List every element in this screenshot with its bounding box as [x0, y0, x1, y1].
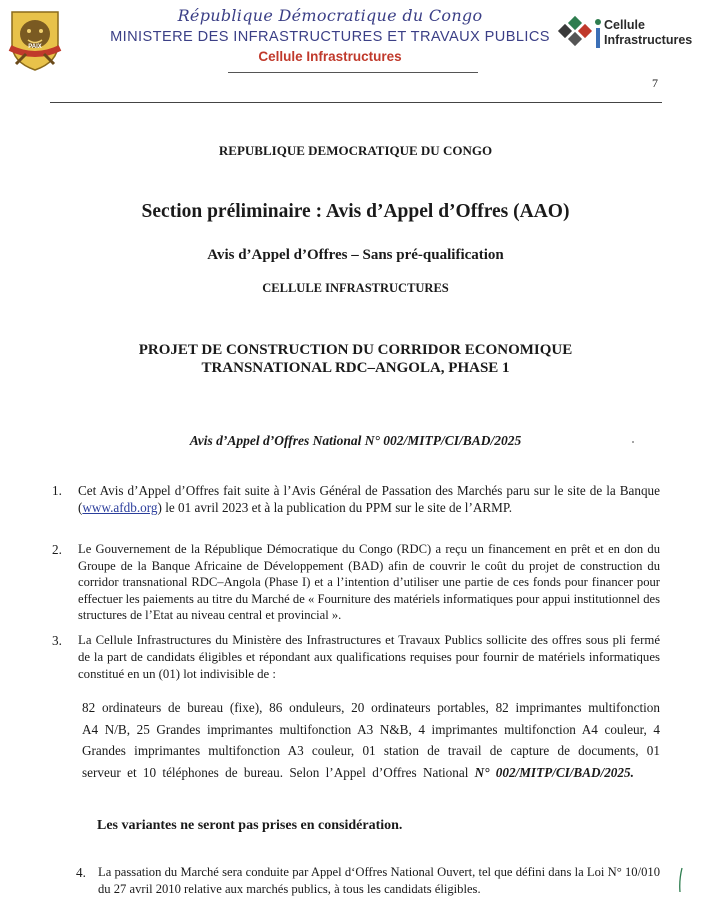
- project-title-line-2: TRANSNATIONAL RDC–ANGOLA, PHASE 1: [201, 360, 510, 376]
- letterhead-divider: [228, 72, 478, 73]
- project-title-line-1: PROJET DE CONSTRUCTION DU CORRIDOR ECONOMIQUE: [138, 342, 573, 358]
- logo-line-1: Cellule: [604, 18, 645, 32]
- emblem-motto: PAIX: [28, 44, 42, 50]
- section-subtitle: Avis d’Appel d’Offres – Sans pré-qualification: [207, 247, 504, 263]
- notice-reference: Avis d’Appel d’Offres National N° 002/MITP/CI/BAD/2025: [189, 433, 522, 448]
- paragraph-3: La Cellule Infrastructures du Ministère des Infrastructures et Travaux Publics sollicite des offres sous pli fermé de la part de candidats éligibles et répondant aux qualifications requises pour fournir de matériels informatiques constitué en un (01) lot indivisible de :: [78, 633, 660, 681]
- equipment-list: [82, 697, 660, 783]
- country-heading: REPUBLIQUE DEMOCRATIQUE DU CONGO: [218, 143, 493, 158]
- equipment-list-reference: N° 002/MITP/CI/BAD/2025.: [474, 764, 634, 780]
- equipment-list-text: 82 ordinateurs de bureau (fixe), 86 onduleurs, 20 ordinateurs portables, 82 imprimantes multifonction A4 N/B, 25 Grandes imprimantes multifonction A3 N&B, 4 imprimantes multifonction A4 couleur, 4 Grandes imprimantes multifonction A3 couleur, 01 station de travail de capture de documents, 01 serveur et 10 téléphones de bureau. Selon l’Appel d’Offres National: [82, 700, 660, 780]
- project-title: [0, 341, 711, 377]
- afdb-link[interactable]: www.afdb.org: [82, 500, 158, 516]
- letterhead-country: République Démocratique du Congo: [177, 6, 483, 25]
- paragraph-1-number: 1.: [52, 483, 62, 498]
- logo-wordmark: [604, 18, 692, 48]
- paragraph-1: [78, 482, 660, 516]
- paragraph-3-number: 3.: [52, 633, 62, 648]
- letterhead-ministry: MINISTERE DES INFRASTRUCTURES ET TRAVAUX PUBLICS: [110, 29, 550, 45]
- letterhead: [110, 6, 550, 65]
- paragraph-1-text-b: ) le 01 avril 2023 et à la publication du PPM sur le site de l’ARMP.: [157, 500, 513, 516]
- paragraph-1-text-a: Cet Avis d’Appel d’Offres fait suite à l’Avis Général de Passation des Marchés paru sur le site de la Banque (: [78, 483, 660, 516]
- paragraph-4-number: 4.: [76, 865, 86, 880]
- paragraph-2: Le Gouvernement de la République Démocratique du Congo (RDC) a reçu un financement en prêt et en don du Groupe de la Banque Africaine de Développement (BAD) afin de couvrir le coût du projet de construction du corridor transnational RDC–Angola (Phase I) et a l’intention d’utiliser une partie de ces fonds pour financer pour effectuer les paiements au titre du Marché de « Fourniture des matériels informatiques pour appui institutionnel des structures de l’Etat au niveau central et provincial ».: [78, 542, 660, 623]
- cell-heading: CELLULE INFRASTRUCTURES: [262, 281, 449, 295]
- section-title: Section préliminaire : Avis d’Appel d’Offres (AAO): [141, 201, 570, 222]
- paragraph-4: La passation du Marché sera conduite par Appel d‘Offres National Ouvert, tel que défini dans la Loi N° 10/010 du 27 avril 2010 relative aux marchés publics, à tous les candidats éligibles.: [98, 865, 660, 896]
- logo-line-2: Infrastructures: [604, 33, 693, 47]
- scan-speck: [632, 441, 634, 443]
- letterhead-cell: Cellule Infrastructures: [258, 49, 402, 64]
- header-rule: [50, 102, 662, 103]
- handwritten-mark-icon: [674, 866, 686, 894]
- variants-notice: Les variantes ne seront pas prises en considération.: [97, 818, 403, 833]
- coat-of-arms-emblem: [6, 8, 64, 72]
- page-number: 7: [652, 76, 658, 90]
- paragraph-2-number: 2.: [52, 542, 62, 557]
